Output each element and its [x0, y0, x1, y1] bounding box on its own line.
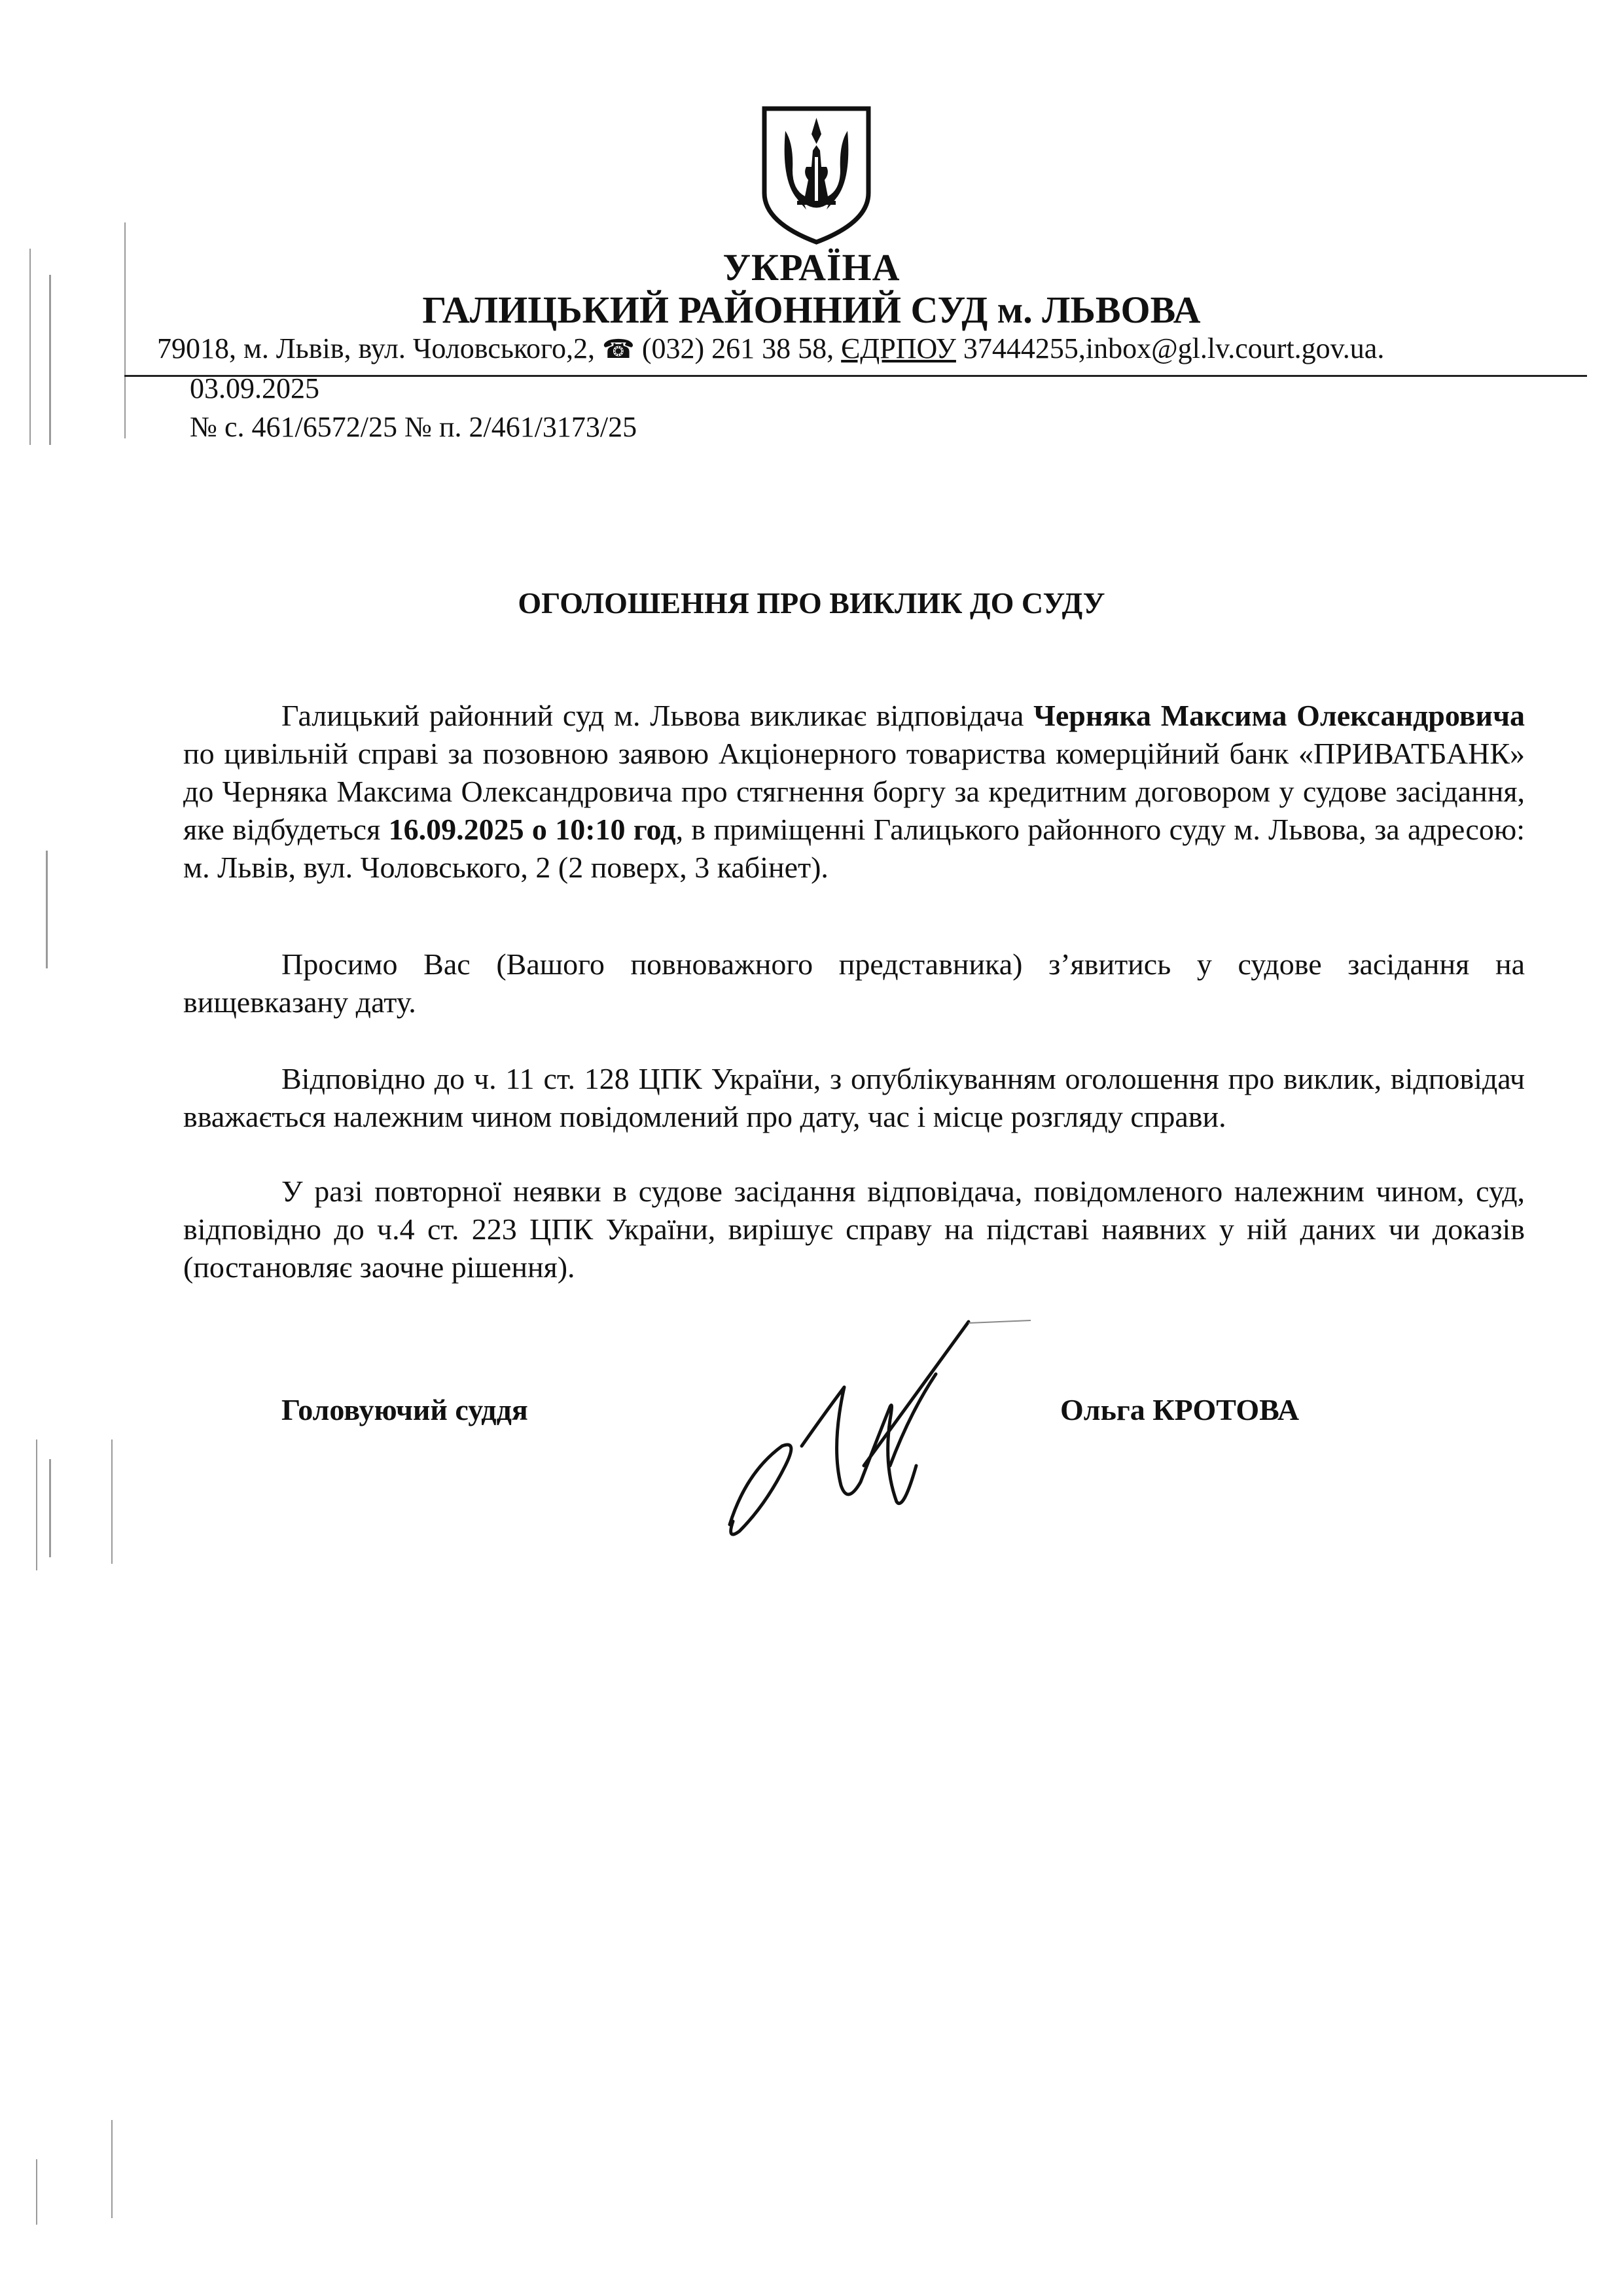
coat-of-arms-icon	[759, 105, 874, 245]
document-date: 03.09.2025	[190, 372, 319, 404]
judge-role: Головуючий суддя	[281, 1393, 528, 1426]
letterhead-contacts	[157, 332, 1623, 365]
summons-location: , в приміщенні Галицького районного суду м. Львова, за адресою: м. Львів, вул. Чоловського, 2 (2 поверх, 3 кабінет).	[183, 813, 1525, 884]
summons-details: по цивільній справі за позовною заявою Акціонерного товариства комерційний банк «ПРИВАТБАНК» до Черняка Максима Олександровича про стягнення боргу за кредитним договором у судове засідання, яке відбудеться	[183, 737, 1525, 846]
scan-artifact	[49, 1459, 51, 1557]
defendant-name: Черняка Максима Олександровича	[1033, 699, 1525, 732]
paragraph-request	[183, 945, 1525, 1021]
consequences-text: У разі повторної неявки в судове засідання відповідача, повідомленого належним чином, суд, відповідно до ч.4 ст. 223 ЦПК України, вирішує справу на підставі наявних у ній даних чи доказів (постановляє заочне рішення).	[183, 1174, 1525, 1284]
scan-artifact	[36, 2159, 37, 2225]
scan-artifact	[36, 1439, 37, 1570]
scan-artifact	[111, 2120, 113, 2218]
court-name-heading: ГАЛИЦЬКИЙ РАЙОННИЙ СУД м. ЛЬВОВА	[422, 289, 1201, 331]
notice-text: Відповідно до ч. 11 ст. 128 ЦПК України, з опублікуванням оголошення про виклик, відповідач вважається належним чином повідомлений про дату, час і місце розгляду справи.	[183, 1062, 1525, 1133]
summons-intro: Галицький районний суд м. Львова викликає відповідача	[281, 699, 1034, 732]
case-number: № с. 461/6572/25 № п. 2/461/3173/25	[190, 411, 637, 443]
request-text: Просимо Вас (Вашого повноважного представника) з’явитись у судове засідання на вищевказану дату.	[183, 947, 1525, 1019]
paragraph-consequences	[183, 1173, 1525, 1286]
court-address: 79018, м. Львів, вул. Чоловського,2,	[157, 332, 596, 364]
document-title: ОГОЛОШЕННЯ ПРО ВИКЛИК ДО СУДУ	[518, 586, 1105, 620]
judge-name: Ольга КРОТОВА	[1060, 1393, 1300, 1426]
country-heading: УКРАЇНА	[722, 246, 901, 289]
court-phone: (032) 261 38 58,	[641, 332, 834, 364]
paragraph-summons	[183, 697, 1525, 887]
paragraph-notice	[183, 1060, 1525, 1136]
letterhead-divider	[124, 375, 1587, 377]
edrpou-and-email: 37444255,inbox@gl.lv.court.gov.ua.	[955, 332, 1385, 364]
scan-artifact	[46, 851, 48, 968]
scan-artifact	[111, 1439, 113, 1564]
edrpou-label: ЄДРПОУ	[841, 332, 956, 364]
hearing-datetime: 16.09.2025 о 10:10 год	[388, 813, 676, 846]
handwritten-signature	[694, 1315, 1060, 1551]
phone-icon: ☎	[602, 334, 635, 364]
